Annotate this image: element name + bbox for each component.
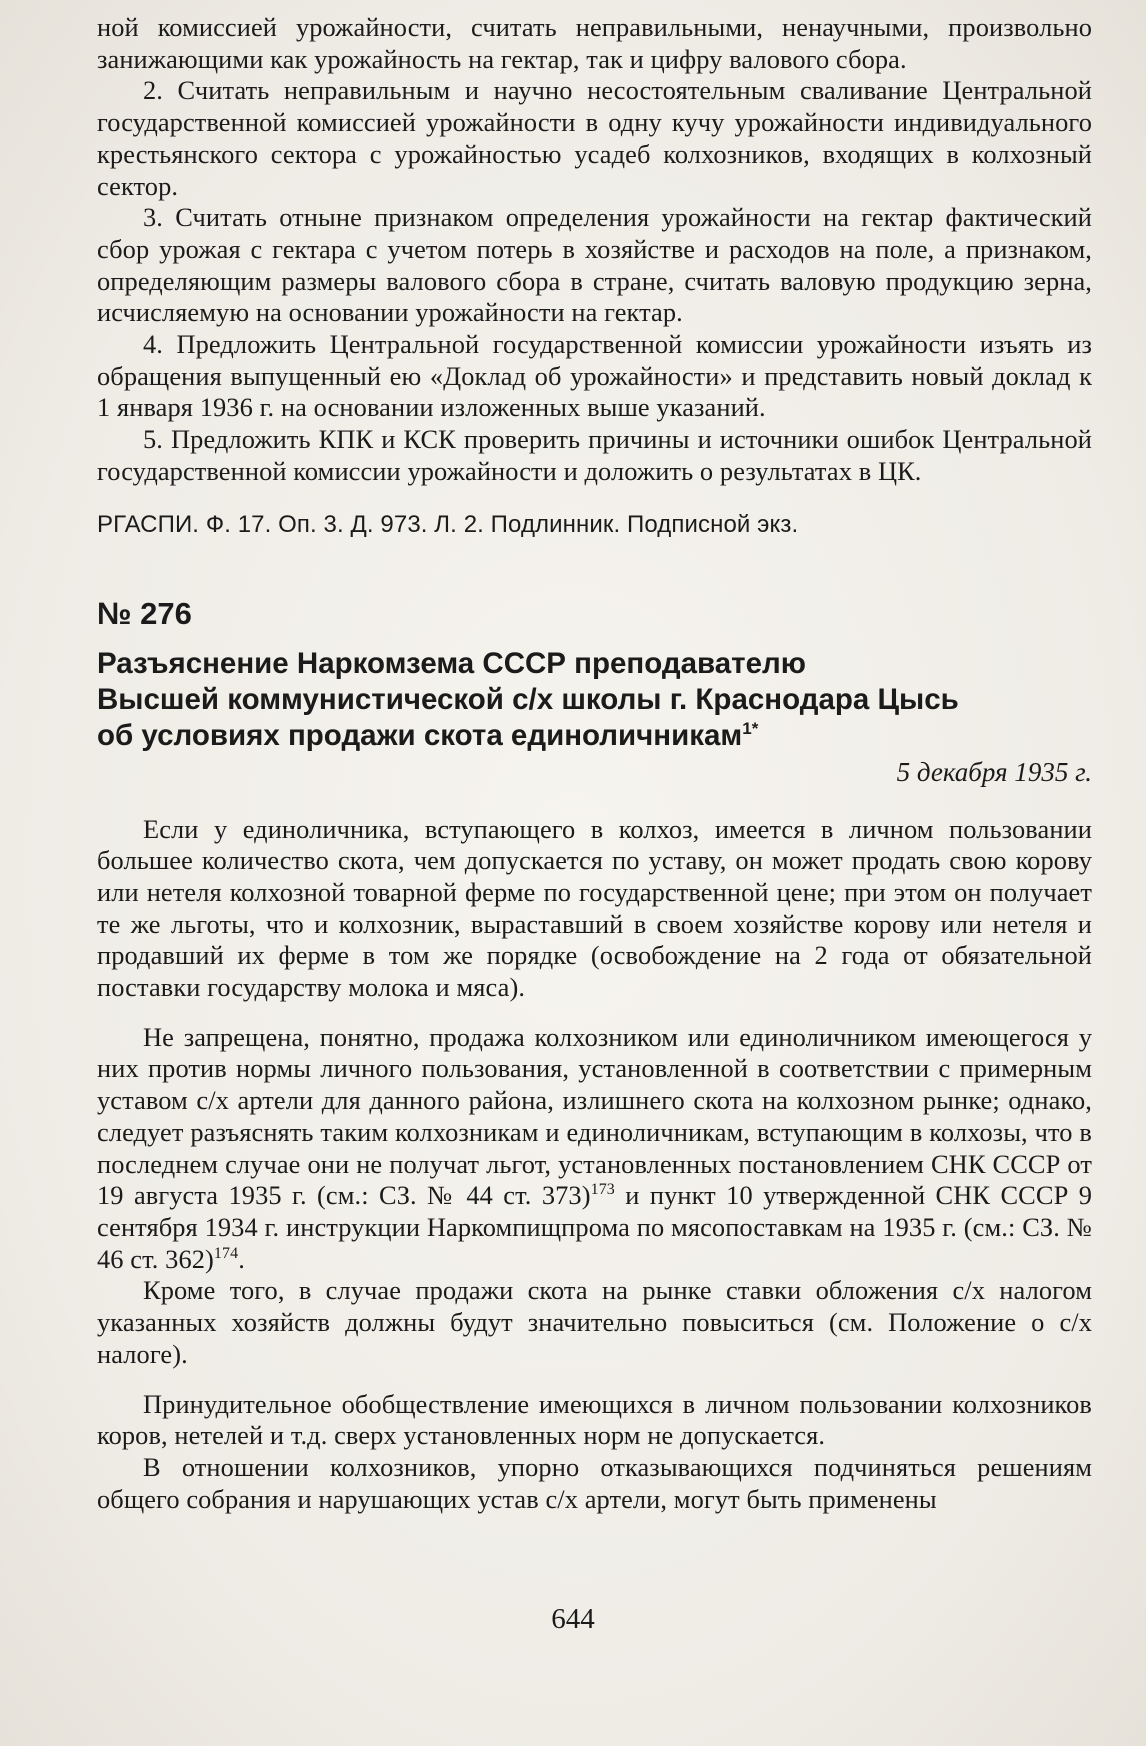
text-column [97,12,1092,1515]
body-paragraph: Если у единоличника, вступающего в колхоз, имеется в личном пользовании большее количество скота, чем допускается по уставу, он может продать свою корову или нетеля колхозной товарной ферме по государственной цене; при этом он получает те же льготы, что и колхозник, выраставший в своем хозяйстве корову или нетеля и продавший их ферме в том же порядке (освобождение на 2 года от обязательной поставки государству молока и мяса). [97,813,1092,1003]
document-number: № 276 [97,595,192,631]
resolution-item-3: 3. Считать отныне признаком определения урожайности на гектар фактический сбор урожая с гектара с учетом потерь в хозяйстве и расходов на поле, а признаком, определяющим размеры валового сбора в стране, считать валовую продукцию зерна, исчисляемую на основании урожайности на гектар. [97,202,1092,328]
footnote-marker: 174 [213,1244,239,1262]
body-text: . [238,1243,245,1274]
title-line-text: об условиях продажи скота единоличникам [97,718,743,752]
body-text: и пункт 10 утвержденной СНК СССР 9 сентября 1934 г. инструкции Наркомпищпрома по мясопоставкам на 1935 г. (см.: СЗ. № 46 ст. 362) [97,1180,1092,1274]
resolution-item-2: 2. Считать неправильным и научно несостоятельным сваливание Центральной государственной комиссией урожайности в одну кучу урожайности индивидуального крестьянского сектора с урожайностью усадеб колхозников, входящих в колхозный сектор. [97,75,1092,201]
body-paragraph: Принудительное обобществление имеющихся в личном пользовании колхозников коров, нетелей и т.д. сверх установленных норм не допускается. [97,1388,1092,1451]
page-number: 644 [551,1603,595,1635]
body-text: Не запрещена, понятно, продажа колхозником или единоличником имеющегося у них против нормы личного пользования, установленной в соответствии с примерным уставом с/х артели для данного района, излишнего скота на колхозном рынке; однако, следует разъяснять таким колхозникам и единоличникам, вступающим в колхозы, что в последнем случае они не получат льгот, установленных постановлением СНК СССР от 19 августа 1935 г. (см.: СЗ. № 44 ст. 373) [97,1021,1092,1211]
title-footnote-marker: 1* [742,718,759,738]
body-paragraph: Кроме того, в случае продажи скота на рынке ставки обложения с/х налогом указанных хозяйств должны будут значительно повыситься (см. Положение о с/х налоге). [97,1275,1092,1369]
title-line: Высшей коммунистической с/х школы г. Краснодара Цысь [97,682,959,716]
resolution-item-4: 4. Предложить Центральной государственной комиссии урожайности изъять из обращения выпущенный ею «Доклад об урожайности» и представить новый доклад к 1 января 1936 г. на основании изложенных выше указаний. [97,329,1092,423]
title-line [97,718,1092,754]
document-date: 5 декабря 1935 г. [896,756,1092,787]
body-paragraph [97,1022,1092,1276]
continuation-paragraph: ной комиссией урожайности, считать неправильными, ненаучными, произвольно занижающими как урожайность на гектар, так и цифру валового сбора. [97,12,1092,74]
footnote-marker: 173 [590,1181,615,1199]
resolution-item-5: 5. Предложить КПК и КСК проверить причины и источники ошибок Центральной государственной комиссии урожайности и доложить о результатах в ЦК. [97,424,1092,486]
archive-source-note: РГАСПИ. Ф. 17. Оп. 3. Д. 973. Л. 2. Подлинник. Подписной экз. [97,510,799,538]
document-title [97,646,1092,754]
title-line: Разъяснение Наркомзема СССР преподавателю [97,646,806,680]
body-paragraph: В отношении колхозников, упорно отказывающихся подчиняться решениям общего собрания и нарушающих устав с/х артели, могут быть применены [97,1451,1092,1514]
